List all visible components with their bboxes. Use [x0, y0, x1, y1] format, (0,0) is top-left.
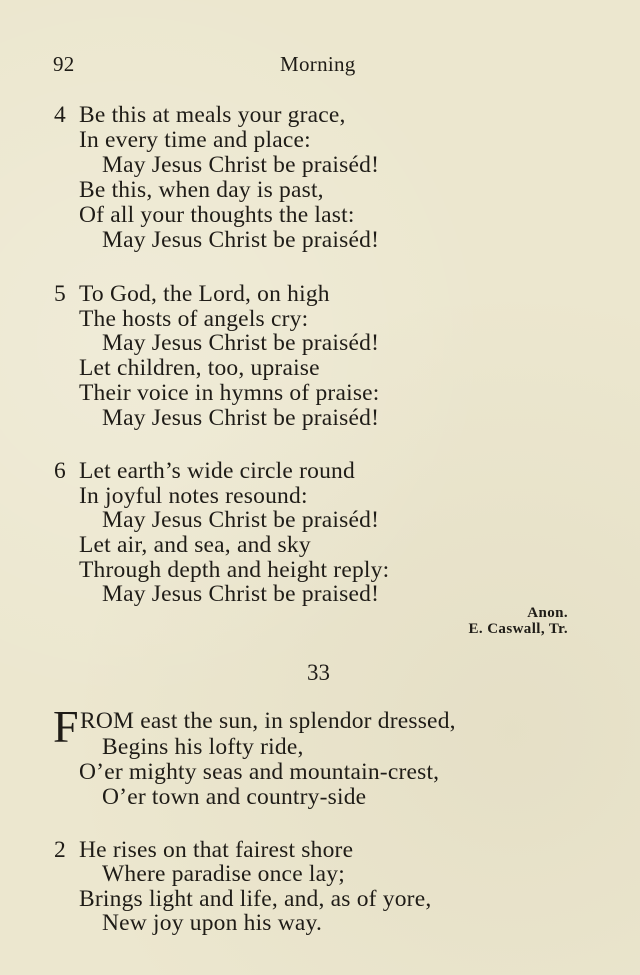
hymn-refrain-line: May Jesus Christ be praised!: [102, 581, 380, 607]
hymn-line: Where paradise once lay;: [102, 861, 345, 887]
hymn-line: Be this, when day is past,: [79, 177, 324, 203]
hymn-line: Their voice in hymns of praise:: [79, 380, 380, 406]
hymn-line: Be this at meals your grace,: [79, 102, 346, 128]
drop-cap: F: [53, 701, 79, 752]
hymn-line: O’er town and country-side: [102, 784, 367, 810]
hymn-line: Begins his lofty ride,: [102, 734, 304, 760]
hymn-line: The hosts of angels cry:: [79, 306, 309, 332]
hymn-line: ROM east the sun, in splendor dressed,: [80, 708, 456, 734]
stanza-number: 5: [54, 281, 66, 307]
hymn-line: He rises on that fairest shore: [79, 837, 354, 863]
hymn-refrain-line: May Jesus Christ be praiséd!: [102, 330, 380, 356]
hymn-line: Let air, and sea, and sky: [79, 532, 311, 558]
hymn-refrain-line: May Jesus Christ be praiséd!: [102, 227, 380, 253]
stanza-number: 6: [54, 458, 66, 484]
hymn-line: Let earth’s wide circle round: [79, 458, 355, 484]
stanza-number: 2: [54, 837, 66, 863]
hymn-line: In every time and place:: [79, 127, 311, 153]
hymn-refrain-line: May Jesus Christ be praiséd!: [102, 507, 380, 533]
hymn-line: To God, the Lord, on high: [79, 281, 330, 307]
hymn-line: O’er mighty seas and mountain-crest,: [79, 759, 440, 785]
stanza-number: 4: [54, 102, 66, 128]
translator-attribution: E. Caswall, Tr.: [468, 621, 568, 637]
page-number: 92: [53, 52, 75, 76]
hymn-number: 33: [307, 660, 330, 685]
hymn-line: Of all your thoughts the last:: [79, 202, 355, 228]
running-head: Morning: [280, 52, 356, 76]
hymn-refrain-line: May Jesus Christ be praiséd!: [102, 152, 380, 178]
hymn-refrain-line: May Jesus Christ be praiséd!: [102, 405, 380, 431]
hymn-line: In joyful notes resound:: [79, 483, 308, 509]
hymn-line: Let children, too, upraise: [79, 355, 320, 381]
hymn-line: Through depth and height reply:: [79, 557, 390, 583]
author-attribution: Anon.: [527, 605, 568, 621]
hymn-line: Brings light and life, and, as of yore,: [79, 886, 432, 912]
hymn-line: New joy upon his way.: [102, 910, 323, 936]
